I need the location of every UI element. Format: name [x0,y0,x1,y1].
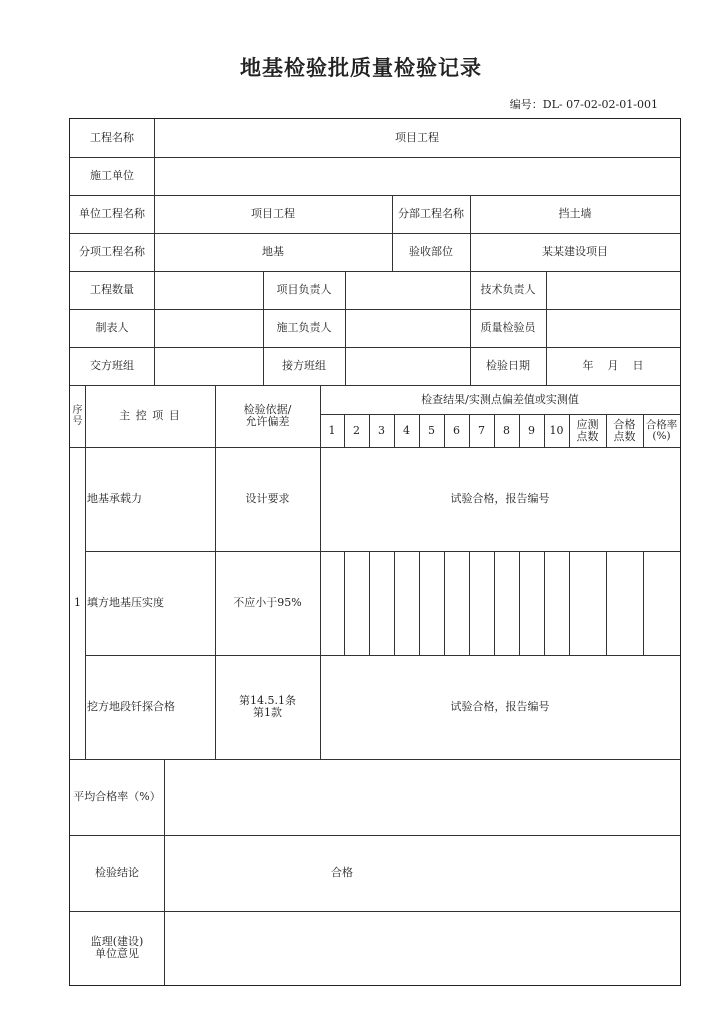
sub-project-label: 分部工程名称 [398,207,464,220]
result-probing[interactable]: 试验合格，报告编号 [450,700,550,713]
sub-project-value[interactable]: 挡土墙 [558,207,592,220]
construction-unit-value[interactable] [154,157,680,195]
item-probing: 挖方地段钎探合格 [87,700,175,713]
results-header: 检查结果/实测点偏差值或实测值 [421,392,579,406]
num-col-7: 7 [478,423,485,437]
num-col-1: 1 [328,423,336,437]
project-lead-label: 项目负责人 [276,283,332,296]
tech-lead-value[interactable] [546,271,680,309]
unit-project-label: 单位工程名称 [79,207,145,220]
acceptance-part-value[interactable]: 某某建设项目 [542,245,608,258]
num-col-6: 6 [453,423,460,437]
construction-lead-value[interactable] [345,309,470,347]
seq-header: 序号 [72,405,83,427]
main-item-header: 主 控 项 目 [119,409,181,422]
conclusion-label: 检验结论 [95,866,139,879]
inspector-value[interactable] [546,309,680,347]
item-compaction: 填方地基压实度 [87,596,164,609]
num-col-3: 3 [378,423,385,437]
conclusion-value[interactable]: 合格 [331,866,353,879]
result-bearing-capacity[interactable]: 试验合格，报告编号 [450,492,550,505]
pass-rate-header: 合格率(%) [645,418,678,442]
project-name-value[interactable]: 项目工程 [395,131,439,144]
pass-count-header: 合格点数 [613,417,636,443]
maker-value[interactable] [154,309,263,347]
num-col-5: 5 [428,423,435,437]
construction-unit-label: 施工单位 [90,169,134,182]
basis-compaction: 不应小于95% [233,596,302,609]
item-bearing-capacity: 地基承载力 [87,492,142,505]
project-name-label: 工程名称 [90,131,134,144]
code-value: DL- 07-02-02-01-001 [542,98,658,111]
unit-project-value[interactable]: 项目工程 [251,207,295,220]
basis-bearing-capacity: 设计要求 [245,492,290,505]
quantity-value[interactable] [154,271,263,309]
quantity-label: 工程数量 [90,283,134,296]
avg-rate-label: 平均合格率（%） [73,790,161,803]
item-project-label: 分项工程名称 [79,245,145,258]
document-code [510,96,658,112]
should-count-header: 应测点数 [576,417,599,443]
project-lead-value[interactable] [345,271,470,309]
tech-lead-label: 技术负责人 [480,283,536,296]
basis-header: 检验依据/允许偏差 [243,403,292,428]
num-col-2: 2 [353,423,360,437]
avg-rate-value[interactable] [164,759,680,835]
handover-label: 交方班组 [90,359,134,372]
day-label: 日 [632,359,644,372]
month-label: 月 [607,359,619,372]
supervision-value[interactable] [164,911,680,985]
num-col-4: 4 [403,423,410,437]
acceptance-part-label: 验收部位 [409,245,453,258]
maker-label: 制表人 [95,321,129,334]
handover-value[interactable] [154,347,263,385]
receiver-value[interactable] [345,347,470,385]
basis-probing: 第14.5.1条第1款 [239,694,296,719]
year-label: 年 [582,359,594,372]
num-col-10: 10 [549,423,564,437]
page-title: 地基检验批质量检验记录 [240,56,482,80]
inspector-label: 质量检验员 [480,321,536,334]
num-col-9: 9 [528,423,535,437]
num-col-8: 8 [503,423,510,437]
construction-lead-label: 施工负责人 [276,321,332,334]
check-date-label: 检验日期 [486,359,530,372]
code-label: 编号： [509,98,543,111]
check-date-value[interactable] [546,347,680,385]
inspection-form [69,118,681,986]
receiver-label: 接方班组 [282,359,326,372]
item-project-value[interactable]: 地基 [262,245,284,258]
supervision-label: 监理(建设)单位意见 [90,935,144,960]
group-seq: 1 [74,596,81,609]
